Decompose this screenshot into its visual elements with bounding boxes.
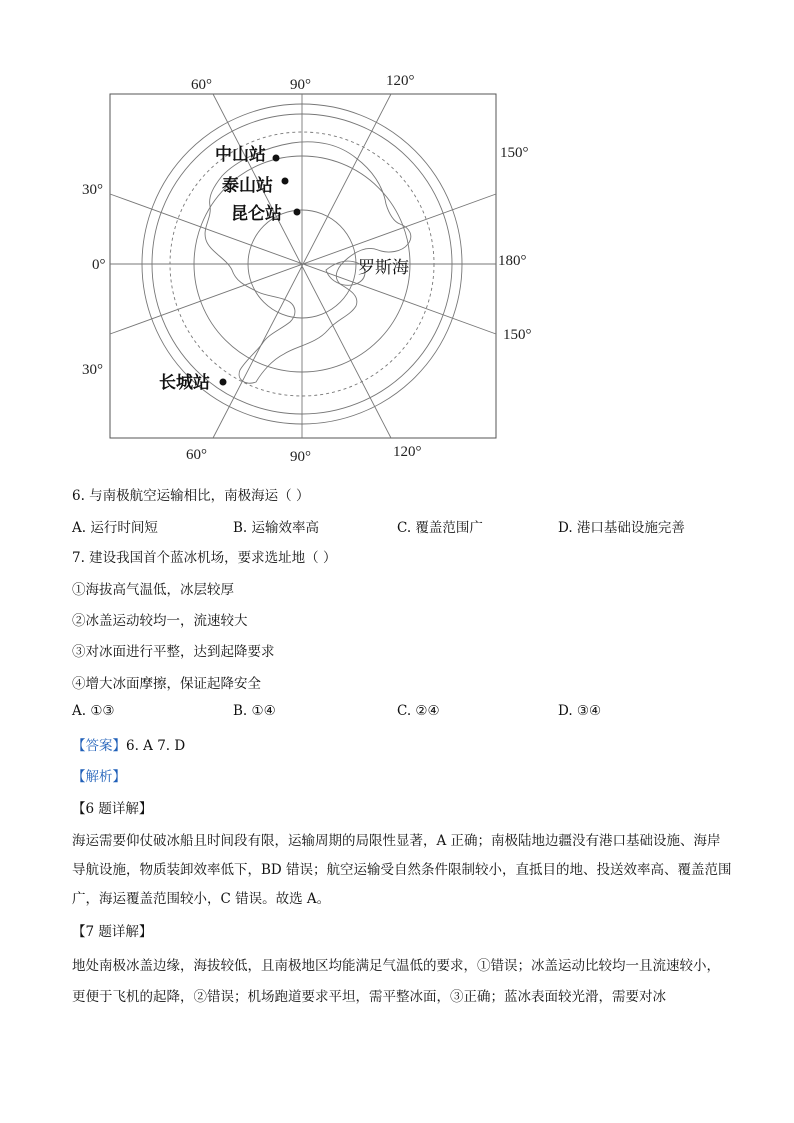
q6-option-a: A. 运行时间短 [72,520,158,536]
ross-sea-label: 罗斯海 [358,258,409,278]
q7-statement-1: ①海拔高气温低，冰层较厚 [72,582,234,598]
answer-label: 【答案】 [72,738,126,754]
changcheng-station-dot [220,379,227,386]
answer-text: 6. A 7. D [126,738,186,754]
changcheng-station-label: 长城站 [159,373,210,393]
q7-option-b: B. ①④ [233,703,276,719]
q6-option-d: D. 港口基础设施完善 [558,520,685,536]
q7-statement-3: ③对冰面进行平整，达到起降要求 [72,644,275,660]
q7-statement-4: ④增大冰面摩擦，保证起降安全 [72,676,261,692]
zhongshan-station-label: 中山站 [215,145,266,165]
q7-option-c: C. ②④ [397,703,440,719]
q6-option-c: C. 覆盖范围广 [397,520,483,536]
kunlun-station-label: 昆仑站 [231,204,282,224]
lon-label-left-0: 0° [92,257,106,273]
lon-label-bottom-60: 60° [186,447,207,463]
lon-label-right-150-bottom: 150° [503,327,532,343]
q7-detail-title: 【7 题详解】 [72,924,153,940]
q6-detail-title: 【6 题详解】 [72,801,153,817]
lon-label-left-30-bottom: 30° [82,362,103,378]
lon-label-right-150-top: 150° [500,145,529,161]
q7-option-a: A. ①③ [72,703,115,719]
analysis-label: 【解析】 [72,769,126,785]
lon-label-bottom-90: 90° [290,449,311,465]
antarctica-map [0,0,794,470]
zhongshan-station-dot [273,155,280,162]
lon-label-bottom-120: 120° [393,444,422,460]
lon-label-top-90: 90° [290,77,311,93]
kunlun-station-dot [294,209,301,216]
lon-label-right-180: 180° [498,253,527,269]
taishan-station-dot [282,178,289,185]
question-6-stem: 6. 与南极航空运输相比，南极海运（ ） [72,488,310,504]
q7-option-d: D. ③④ [558,703,602,719]
q7-statement-2: ②冰盖运动较均一，流速较大 [72,613,248,629]
lon-label-left-30-top: 30° [82,182,103,198]
answer-line [72,734,185,754]
q6-option-b: B. 运输效率高 [233,520,320,536]
q7-detail-text: 地处南极冰盖边缘，海拔较低，且南极地区均能满足气温低的要求，①错误；冰盖运动比较均一且流速较小，更便于飞机的起降，②错误；机场跑道要求平坦，需平整冰面，③正确；蓝冰表面较光滑，需要对冰 [72,958,720,1005]
question-7-stem: 7. 建设我国首个蓝冰机场，要求选址地（ ） [72,550,337,566]
lon-label-top-120: 120° [386,73,415,89]
lon-label-top-60: 60° [191,77,212,93]
taishan-station-label: 泰山站 [222,176,273,196]
q6-detail-text: 海运需要仰仗破冰船且时间段有限，运输周期的局限性显著，A 正确；南极陆地边疆没有港口基础设施、海岸导航设施，物质装卸效率低下，BD 错误；航空运输受自然条件限制较小，直抵目的地、投送效率高、覆盖范围广，海运覆盖范围较小，C 错误。故选 A。 [72,833,732,907]
